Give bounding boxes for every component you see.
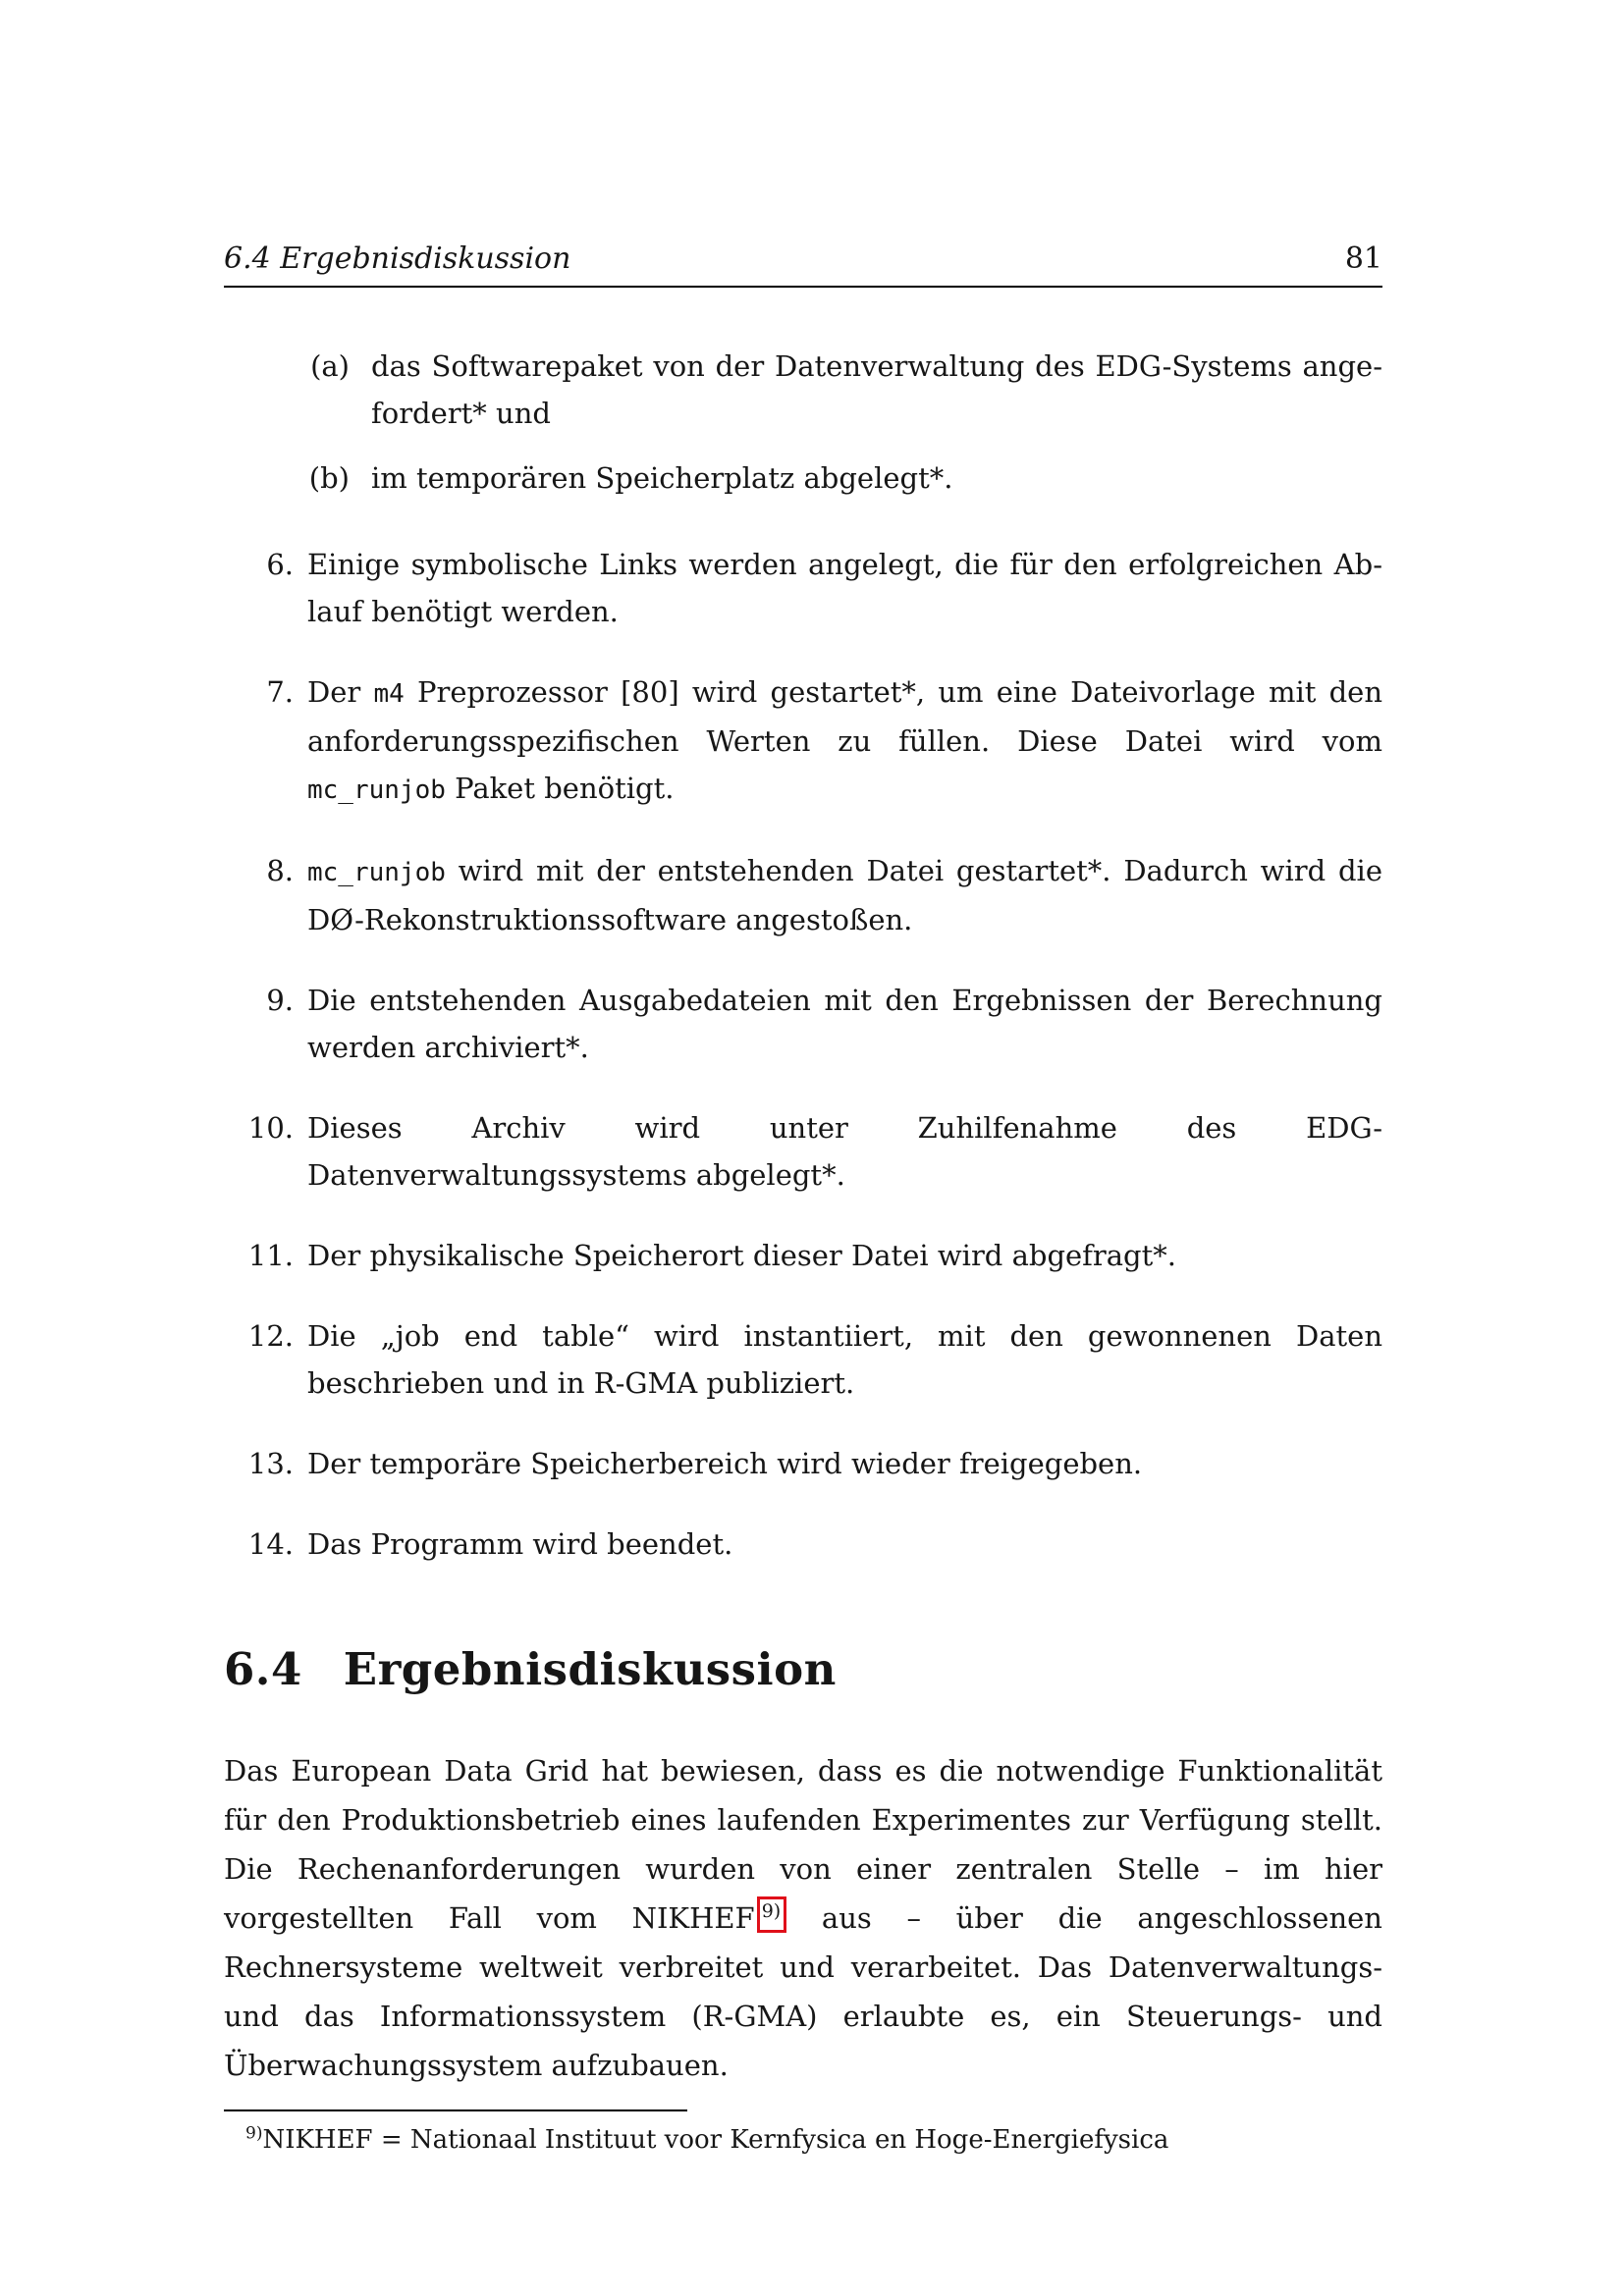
list-item-text <box>307 1111 1382 1192</box>
text-run: Die „job end table“ wird instantiiert, mit den gewonnenen Daten beschrieben und in R-GMA publiziert. <box>307 1319 1382 1400</box>
section-number: 6.4 <box>224 1643 302 1695</box>
text-run: Preprozessor [80] wird gestartet*, um eine Dateivorlage mit den anforderungsspezifischen Werten zu füllen. Diese Datei wird vom <box>307 675 1382 758</box>
list-item-label: (a) <box>310 349 350 383</box>
footnote-marker: 9) <box>245 2123 263 2144</box>
list-item <box>266 541 1382 635</box>
text-run: das Softwarepaket von der Datenverwaltung des EDG-Systems angefordert* und <box>371 349 1382 430</box>
alpha-sublist <box>224 343 1382 502</box>
section-title: Ergebnisdiskussion <box>343 1643 837 1695</box>
list-item-label: 10. <box>247 1111 294 1145</box>
list-item-text <box>371 349 1382 430</box>
list-item-label: 9. <box>266 984 294 1017</box>
list-item-text <box>307 1239 1176 1272</box>
list-item-label: 13. <box>247 1447 294 1480</box>
list-item <box>308 454 1382 502</box>
list-item-text <box>307 548 1382 628</box>
list-item-label: 6. <box>266 548 294 581</box>
list-item-text <box>307 984 1382 1064</box>
list-item-label: 7. <box>266 675 294 709</box>
text-run: Der <box>307 675 374 709</box>
inline-code: m4 <box>373 679 405 709</box>
text-run: Das European Data Grid hat bewiesen, dass es die notwendige Funktionalität für den Produktionsbetrieb eines laufenden Experimentes zur Verfügung stellt. Die Rechenanforderungen wurden von einer zentralen Stelle – im hier vorgestellten Fall vom NIKHEF <box>224 1754 1382 1935</box>
inline-code: mc_runjob <box>307 858 446 887</box>
numbered-list <box>224 541 1382 1568</box>
text-run: Die entstehenden Ausgabedateien mit den Ergebnissen der Berechnung werden archiviert*. <box>307 984 1382 1064</box>
list-item <box>247 1521 1382 1568</box>
list-item <box>247 1312 1382 1407</box>
body-paragraph <box>224 1746 1382 2090</box>
running-title: 6.4 Ergebnisdiskussion <box>224 241 571 276</box>
list-item-text <box>307 675 1382 805</box>
text-run: Der physikalische Speicherort dieser Datei wird abgefragt*. <box>307 1239 1176 1272</box>
text-run: Paket benötigt. <box>445 772 675 805</box>
list-item <box>247 1232 1382 1279</box>
running-header <box>224 241 1382 277</box>
page-number: 81 <box>1344 241 1382 276</box>
footnote-text: NIKHEF = Nationaal Instituut voor Kernfysica en Hoge-Energiefysica <box>262 2125 1169 2155</box>
inline-code: mc_runjob <box>307 775 446 805</box>
text-run: im temporären Speicherplatz abgelegt*. <box>371 461 953 495</box>
footnote <box>224 2123 1382 2157</box>
list-item-text <box>371 461 952 495</box>
text-run: Der temporäre Speicherbereich wird wieder freigegeben. <box>307 1447 1143 1480</box>
list-item <box>266 977 1382 1071</box>
list-item-label: 11. <box>247 1239 294 1272</box>
section-heading <box>224 1642 1382 1697</box>
list-item-label: (b) <box>308 461 350 495</box>
list-item-label: 8. <box>266 854 294 887</box>
list-item <box>266 668 1382 814</box>
list-item <box>310 343 1382 437</box>
list-item <box>266 847 1382 943</box>
list-item-text <box>307 1527 732 1561</box>
text-run: Einige symbolische Links werden angelegt, die für den erfolgreichen Ablauf benötigt werden. <box>307 548 1382 628</box>
text-run: Das Programm wird beendet. <box>307 1527 733 1561</box>
footnote-ref[interactable]: 9) <box>757 1896 787 1933</box>
text-column <box>224 0 1382 2157</box>
list-item-text <box>307 1447 1142 1480</box>
header-rule <box>224 286 1382 288</box>
list-item-text <box>307 854 1382 936</box>
list-item <box>247 1104 1382 1199</box>
list-item <box>247 1440 1382 1487</box>
list-item-label: 12. <box>247 1319 294 1353</box>
list-item-text <box>307 1319 1382 1400</box>
text-run: Dieses Archiv wird unter Zuhilfenahme des EDG-Datenverwaltungssystems abgelegt*. <box>307 1111 1382 1192</box>
footnote-rule <box>224 2109 687 2111</box>
text-run: aus – über die angeschlossenen Rechnersysteme weltweit verbreitet und verarbeitet. Das Datenverwaltungs- und das Informationssystem (R-GMA) erlaubte es, ein Steuerungs- und Überwachungssystem aufzubauen. <box>224 1901 1382 2082</box>
text-run: wird mit der entstehenden Datei gestartet*. Dadurch wird die DØ-Rekonstruktionssoftware angestoßen. <box>307 854 1382 936</box>
list-item-label: 14. <box>247 1527 294 1561</box>
